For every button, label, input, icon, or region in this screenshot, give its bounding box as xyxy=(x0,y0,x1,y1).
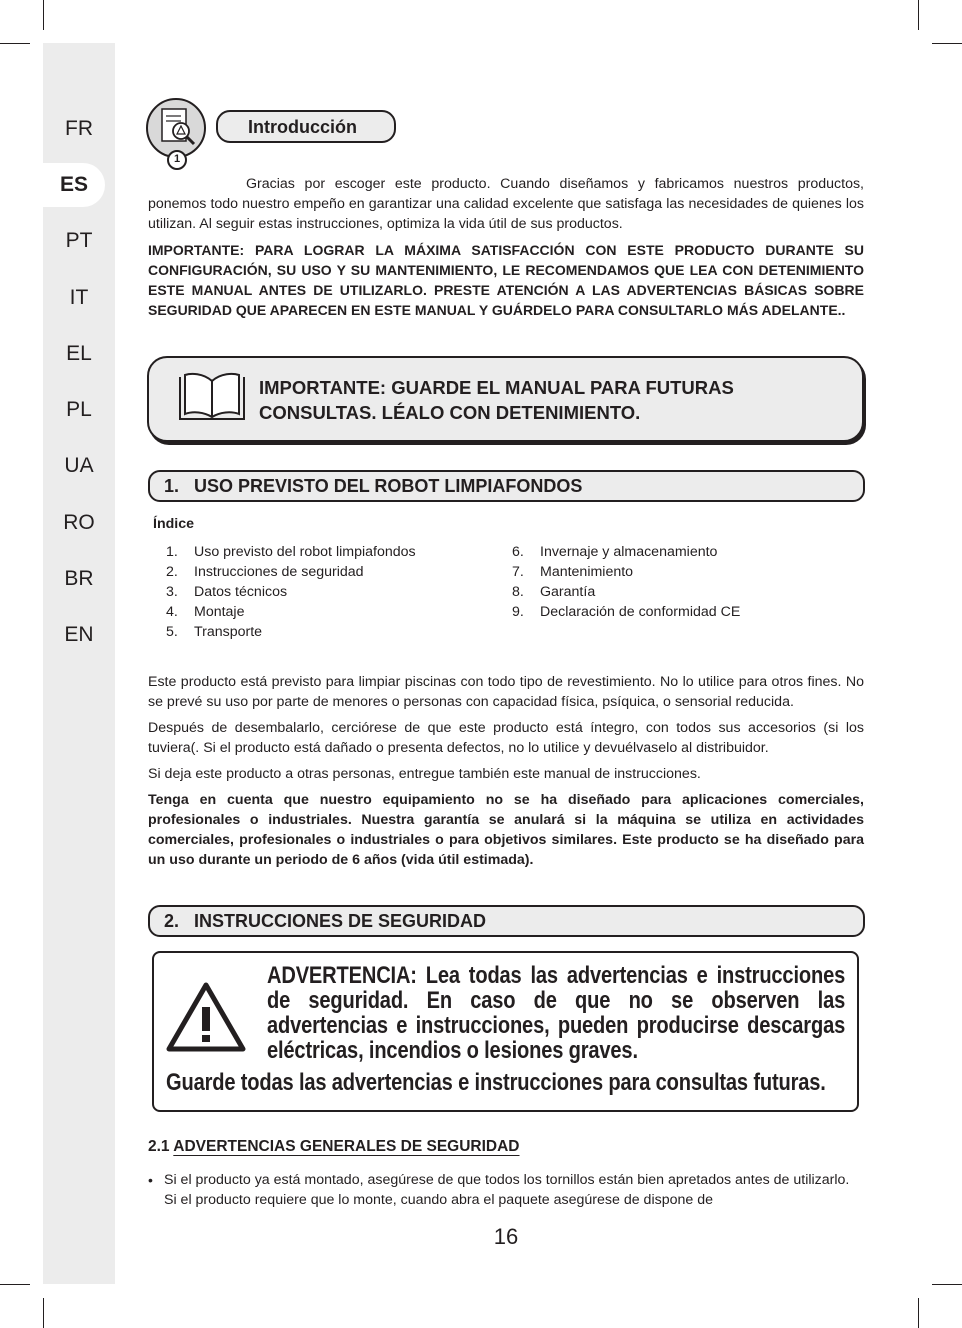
notice-box xyxy=(147,356,864,442)
crop-mark xyxy=(918,0,919,30)
toc-item[interactable] xyxy=(166,602,416,622)
toc-item[interactable] xyxy=(166,622,416,642)
page-number: 16 xyxy=(493,1224,519,1249)
section1-body xyxy=(148,672,864,870)
crop-mark xyxy=(43,0,44,30)
toc-num: 5. xyxy=(166,624,178,640)
intro-important: IMPORTANTE: PARA LOGRAR LA MÁXIMA SATISFACCIÓN CON ESTE PRODUCTO DURANTE SU CONFIGURACIÓN, SU USO Y SU MANTENIMIENTO, LE RECOMENDAMOS QUE LEA CON DETENIMIENTO ESTE MANUAL ANTES DE UTILIZARLO. PRESTE ATENCIÓN A LAS ADVERTENCIAS BÁSICAS SOBRE SEGURIDAD QUE APARECEN EN ESTE MANUAL Y GUÁRDELO PARA CONSULTARLO MÁS ADELANTE.. xyxy=(148,242,864,318)
section1-heading xyxy=(148,470,865,502)
toc-num: 1. xyxy=(166,544,178,560)
toc-num: 2. xyxy=(166,564,178,580)
toc-num: 3. xyxy=(166,584,178,600)
lang-es[interactable]: ES xyxy=(43,163,105,207)
warning-triangle-icon xyxy=(166,981,246,1053)
bullet-item xyxy=(148,1170,864,1210)
lang-it[interactable]: IT xyxy=(69,286,89,309)
toc-label: Mantenimiento xyxy=(540,564,634,580)
intro-paragraph: Gracias por escoger este producto. Cuando diseñamos y fabricamos nuestros productos, ponemos todo nuestro empeño en garantizar una calidad excelente que satisfaga las necesidades de quienes los utilizan. Al seguir estas instrucciones, optimiza la vida útil de sus productos. xyxy=(148,176,864,232)
lang-pl[interactable]: PL xyxy=(66,398,92,421)
toc-item[interactable] xyxy=(512,542,740,562)
notice-line-2: CONSULTAS. LÉALO CON DETENIMIENTO. xyxy=(259,402,641,423)
toc-label: Declaración de conformidad CE xyxy=(540,604,741,620)
toc-label: Transporte xyxy=(194,624,263,640)
intro-title xyxy=(216,110,396,143)
section1-p4: Tenga en cuenta que nuestro equipamiento no se ha diseñado para aplicaciones comerciales, profesionales o industriales. Nuestra garantía se anulará si la máquina se utiliza en actividades comerciales, profesionales o industriales o para objetivos similares. Este producto se ha diseñado para un uso durante un periodo de 6 años (vida útil estimada). xyxy=(148,792,864,868)
toc-num: 8. xyxy=(512,584,524,600)
section1-p2: Después de desembalarlo, cerciórese de que este producto está íntegro, con todos sus accesorios (si los tuviera(. Si el producto está dañado o presenta defectos, no lo utilice y devuélvaselo al distribuidor. xyxy=(148,720,864,756)
toc-num: 9. xyxy=(512,604,524,620)
crop-mark xyxy=(43,1298,44,1328)
crop-mark xyxy=(932,1284,962,1285)
toc-left xyxy=(166,542,416,642)
intro-title-text: Introducción xyxy=(248,117,357,137)
index-title: Índice xyxy=(153,516,194,532)
toc-label: Garantía xyxy=(540,584,596,600)
section1-heading-text: 1. USO PREVISTO DEL ROBOT LIMPIAFONDOS xyxy=(164,476,583,496)
notice-line-1: IMPORTANTE: GUARDE EL MANUAL PARA FUTURAS xyxy=(259,377,734,398)
lang-pt[interactable]: PT xyxy=(65,229,93,252)
crop-mark xyxy=(918,1298,919,1328)
intro-body xyxy=(148,174,864,320)
subsection-heading xyxy=(148,1138,520,1156)
toc-label: Datos técnicos xyxy=(194,584,288,600)
bullet-dot: • xyxy=(148,1172,153,1188)
toc-item[interactable] xyxy=(166,582,416,602)
bullet-text: Si el producto ya está montado, asegúrese de que todos los tornillos están bien apretados antes de utilizarlo. Si el producto requiere que lo monte, cuando abra el paquete asegúrese de dispone de xyxy=(164,1172,850,1208)
toc-item[interactable] xyxy=(512,562,740,582)
toc-label: Invernaje y almacenamiento xyxy=(540,544,718,560)
warning-box xyxy=(152,951,859,1112)
open-book-icon xyxy=(177,369,247,423)
toc-num: 6. xyxy=(512,544,524,560)
toc-num: 4. xyxy=(166,604,178,620)
toc-item[interactable] xyxy=(166,542,416,562)
lang-br[interactable]: BR xyxy=(64,567,94,590)
toc-label: Uso previsto del robot limpiafondos xyxy=(194,544,416,560)
lang-ua[interactable]: UA xyxy=(64,454,94,477)
section2-heading xyxy=(148,905,865,937)
lang-el[interactable]: EL xyxy=(66,342,92,365)
section2-heading-text: 2. INSTRUCCIONES DE SEGURIDAD xyxy=(164,911,487,931)
section1-p1: Este producto está previsto para limpiar piscinas con todo tipo de revestimiento. No lo utilice para otros fines. No se prevé su uso por parte de menores o personas con capacidad física, psíquica, o sensorial reducida. xyxy=(148,674,864,710)
toc-label: Instrucciones de seguridad xyxy=(194,564,364,580)
icon-number: 1 xyxy=(173,153,181,165)
toc-label: Montaje xyxy=(194,604,245,620)
warning-text-2: Guarde todas las advertencias e instrucciones para consultas futuras. xyxy=(166,1069,826,1096)
section1-p3: Si deja este producto a otras personas, entregue también este manual de instrucciones. xyxy=(148,766,701,782)
crop-mark xyxy=(932,43,962,44)
lang-en[interactable]: EN xyxy=(64,623,94,646)
toc-item[interactable] xyxy=(166,562,416,582)
warning-text: ADVERTENCIA: Lea todas las advertencias e instrucciones de seguridad. En caso de que no se observen las advertencias e instrucciones, pueden producirse descargas eléctricas, incendios o lesiones graves. xyxy=(267,962,846,1064)
lang-ro[interactable]: RO xyxy=(63,511,95,534)
manual-read-icon xyxy=(145,97,209,171)
toc-item[interactable] xyxy=(512,582,740,602)
crop-mark xyxy=(0,43,30,44)
toc-right xyxy=(512,542,740,622)
crop-mark xyxy=(0,1284,30,1285)
language-sidebar xyxy=(43,43,115,1284)
subsection-title: ADVERTENCIAS GENERALES DE SEGURIDAD xyxy=(173,1138,520,1155)
toc-num: 7. xyxy=(512,564,524,580)
lang-fr[interactable]: FR xyxy=(65,117,93,140)
toc-item[interactable] xyxy=(512,602,740,622)
subsection-number: 2.1 xyxy=(148,1138,170,1155)
